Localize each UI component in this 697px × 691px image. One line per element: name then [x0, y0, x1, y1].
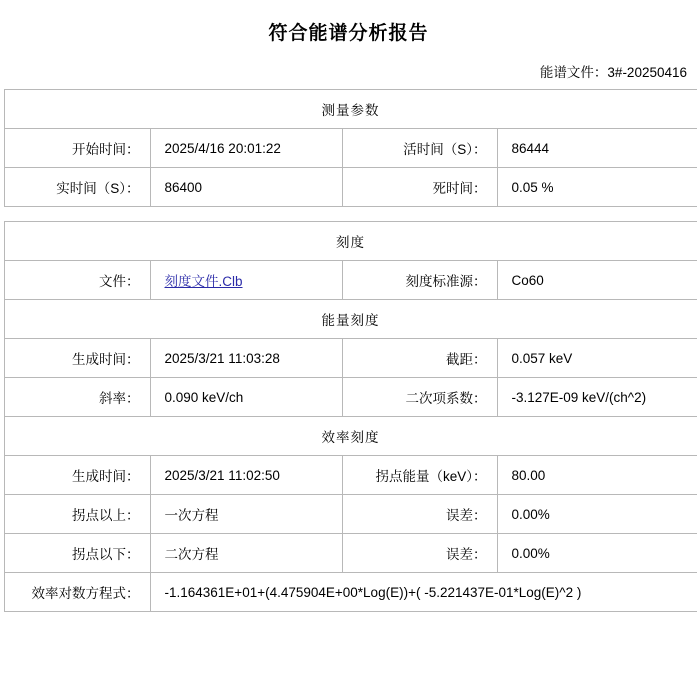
live-time-value: 86444 — [497, 129, 697, 168]
table-row — [4, 222, 697, 261]
below-knee-error-value: 0.00% — [497, 534, 697, 573]
energy-slope-value: 0.090 keV/ch — [150, 378, 342, 417]
table-row — [4, 456, 697, 495]
efficiency-calibration-header: 效率刻度 — [4, 417, 697, 456]
calibration-source-value: Co60 — [497, 261, 697, 300]
below-knee-error-label: 误差： — [342, 534, 497, 573]
calibration-section-header: 刻度 — [4, 222, 697, 261]
start-time-label: 开始时间： — [4, 129, 150, 168]
table-row — [4, 90, 697, 129]
energy-calibration-header: 能量刻度 — [4, 300, 697, 339]
real-time-value: 86400 — [150, 168, 342, 207]
table-row — [4, 339, 697, 378]
energy-quadratic-value: -3.127E-09 keV/(ch^2) — [497, 378, 697, 417]
measure-section-header: 测量参数 — [4, 90, 697, 129]
below-knee-label: 拐点以下： — [4, 534, 150, 573]
below-knee-value: 二次方程 — [150, 534, 342, 573]
calibration-table — [4, 221, 697, 612]
table-row — [4, 129, 697, 168]
dead-time-label: 死时间： — [342, 168, 497, 207]
energy-quadratic-label: 二次项系数： — [342, 378, 497, 417]
page-title: 符合能谱分析报告 — [268, 23, 429, 44]
dead-time-value: 0.05 % — [497, 168, 697, 207]
above-knee-label: 拐点以上： — [4, 495, 150, 534]
start-time-value: 2025/4/16 20:01:22 — [150, 129, 342, 168]
table-row — [4, 534, 697, 573]
table-row — [4, 573, 697, 612]
above-knee-value: 一次方程 — [150, 495, 342, 534]
real-time-label: 实时间（S）： — [4, 168, 150, 207]
energy-gen-time-value: 2025/3/21 11:03:28 — [150, 339, 342, 378]
live-time-label: 活时间（S）： — [342, 129, 497, 168]
table-row — [4, 417, 697, 456]
efficiency-gen-time-value: 2025/3/21 11:02:50 — [150, 456, 342, 495]
calibration-file-link[interactable]: 刻度文件.Clb — [164, 274, 243, 289]
table-row — [4, 168, 697, 207]
efficiency-equation-label: 效率对数方程式： — [4, 573, 150, 612]
energy-gen-time-label: 生成时间： — [4, 339, 150, 378]
table-row — [4, 300, 697, 339]
energy-intercept-label: 截距： — [342, 339, 497, 378]
spectrum-file-value: 3#-20250416 — [607, 65, 687, 80]
calibration-file-label: 文件： — [4, 261, 150, 300]
energy-slope-label: 斜率： — [4, 378, 150, 417]
calibration-table-wrap — [2, 221, 697, 612]
calibration-source-label: 刻度标准源： — [342, 261, 497, 300]
spectrum-file-line — [2, 61, 695, 89]
efficiency-equation-value: -1.164361E+01+(4.475904E+00*Log(E))+( -5.221437E-01*Log(E)^2 ) — [150, 573, 697, 612]
measure-parameters-table — [4, 89, 697, 207]
spectrum-file-label: 能谱文件： — [539, 65, 608, 80]
knee-energy-label: 拐点能量（keV）： — [342, 456, 497, 495]
above-knee-error-value: 0.00% — [497, 495, 697, 534]
knee-energy-value: 80.00 — [497, 456, 697, 495]
energy-intercept-value: 0.057 keV — [497, 339, 697, 378]
section-gap — [2, 207, 695, 221]
efficiency-gen-time-label: 生成时间： — [4, 456, 150, 495]
table-row — [4, 378, 697, 417]
table-row — [4, 261, 697, 300]
measure-parameters-table-wrap — [2, 89, 697, 207]
calibration-file-value-cell — [150, 261, 342, 300]
table-row — [4, 495, 697, 534]
above-knee-error-label: 误差： — [342, 495, 497, 534]
